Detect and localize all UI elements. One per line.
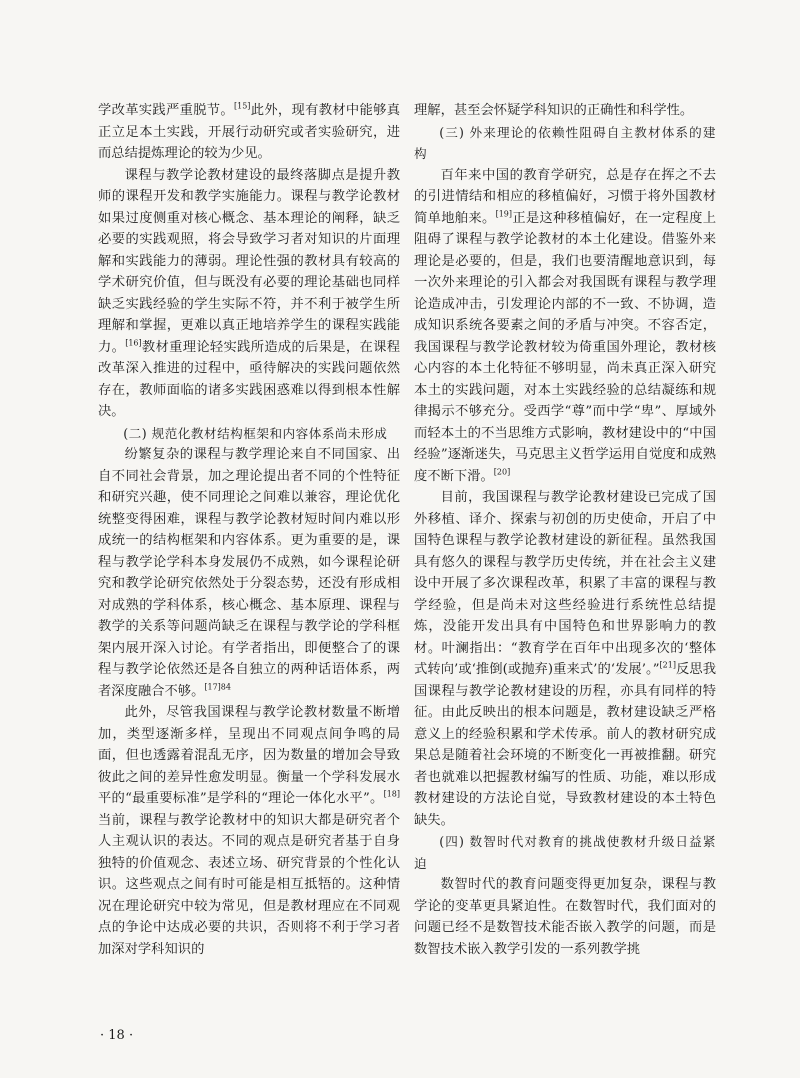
text-run: 教材重理论轻实践所造成的后果是，在课程改革深入推进的过程中，亟待解决的实践问题依然存在，教师面临的诸多实践困惑难以得到根本性解决。	[98, 339, 401, 419]
section-heading: (四) 数智时代对教育的挑战使教材升级日益紧迫	[414, 834, 716, 871]
citation-ref: [15]	[234, 101, 251, 111]
citation-ref: [19]	[495, 209, 513, 219]
text-run: 反思我国课程与教学论教材建设的历程，亦具有同样的特征。由此反映出的根本问题是，教材建设缺乏严格意义上的经验积累和学术传承。前人的教材研究成果总是随着社会环境的不断变化一再被推翻。研究者也就难以把握教材编写的性质、功能，难以形成教材建设的方法论自觉，导致教材建设的本土特色缺失。	[414, 662, 717, 828]
text-run: 纷繁复杂的课程与教学理论来自不同国家、出自不同社会背景，加之理论提出者不同的个性特征和研究兴趣，使不同理论之间难以兼容，理论优化统整变得困难，课程与教学论教材短时间内难以形成统一的结构框架和内容体系。更为重要的是，课程与教学论学科本身发展仍不成熟，如今课程论研究和教学论研究依然处于分裂态势，还没有形成相对成熟的学科体系，核心概念、基本原理、课程与教学的关系等问题尚缺乏在课程与教学论的学科框架内展开深入讨论。有学者指出，即便整合了的课程与教学论依然还是各自独立的两种话语体系，两者深度融合不够。	[98, 447, 400, 699]
text-run: 正是这种移植偏好，在一定程度上阻碍了课程与教学论教材的本土化建设。借鉴外来理论是必要的，但是，我们也要清醒地意识到，每一次外来理论的引入都会对我国既有课程与教学理论造成冲击，引发理论内部的不一致、不协调，造成知识系统各要素之间的矛盾与冲突。不容否定，我国课程与教学论教材较为倚重国外理论，教材核心内容的本土化特征不够明显，尚未真正深入研究本土的实践问题，对本土实践经验的总结凝练和规律揭示不够充分。受西学“尊”而中学“卑”、厚域外而轻本土的不当思维方式影响，教材建设中的“中国经验”逐渐迷失，马克思主义哲学运用自觉度和成熟度不断下滑。	[414, 210, 716, 484]
left-column	[98, 100, 400, 960]
citation-ref: [18]	[383, 789, 400, 799]
paragraph	[414, 487, 716, 831]
text-run: 目前，我国课程与教学论教材建设已完成了国外移植、译介、探索与初创的历史使命，开启了中国特色课程与教学论教材建设的新征程。虽然我国具有悠久的课程与教学历史传统，并在社会主义建设中开展了多次课程改革，积累了丰富的课程与教学经验，但是尚未对这些经验进行系统性总结提炼，没能开发出具有中国特色和世界影响力的教材。叶澜指出：“教育学在百年中出现多次的‘整体式转向’或‘推倒(或抛弃)重来式’的‘发展’。”	[414, 490, 716, 677]
paragraph: 数智时代的教育问题变得更加复杂，课程与教学论的变革更具紧迫性。在数智时代，我们面对的问题已经不是数智技术能否嵌入教学的问题，而是数智技术嵌入教学引发的一系列教学挑	[414, 877, 716, 957]
citation-ref: [16]	[125, 338, 142, 348]
section-heading: (三) 外来理论的依赖性阻碍自主教材体系的建构	[414, 124, 716, 161]
text-run: 此外，现有教材中能够真正立足本土实践，开展行动研究或者实验研究，进而总结提炼理论的较为少见。	[98, 103, 401, 161]
right-column	[414, 100, 716, 960]
page-number: · 18 ·	[100, 1028, 134, 1043]
paragraph: 理解，甚至会怀疑学科知识的正确性和科学性。	[414, 103, 694, 118]
text-run: 学改革实践严重脱节。	[98, 103, 234, 118]
citation-ref: [17]84	[204, 682, 231, 692]
text-run: 当前，课程与教学论教材中的知识大都是研究者个人主观认识的表达。不同的观点是研究者基于自身独特的价值观念、表述立场、研究背景的个性化认识。这些观点之间有时可能是相互抵牾的。这种情况在理论研究中较为常见，但是教材理应在不同观点的争论中达成必要的共识，否则将不利于学习者加深对学科知识的	[98, 812, 400, 957]
paragraph	[98, 702, 400, 960]
text-run: 百年来中国的教育学研究，总是存在挥之不去的引进情结和相应的移植偏好，习惯于将外国教材简单地舶来。	[414, 167, 716, 226]
paragraph	[98, 100, 400, 165]
paragraph	[98, 444, 400, 702]
paragraph	[414, 165, 716, 488]
text-run: 课程与教学论教材建设的最终落脚点是提升教师的课程开发和教学实施能力。课程与教学论教材如果过度侧重对核心概念、基本理论的阐释，缺乏必要的实践观照，将会导致学习者对知识的片面理解和实践能力的薄弱。理论性强的教材具有较高的学术研究价值，但与既没有必要的理论基础也同样缺乏实践经验的学生实际不符，并不利于被学生所理解和掌握，更难以真正地培养学生的课程实践能力。	[98, 167, 400, 355]
section-heading: (二) 规范化教材结构框架和内容体系尚未形成	[123, 425, 388, 441]
citation-ref: [20]	[493, 467, 511, 477]
paragraph	[98, 165, 400, 423]
text-run: 此外，尽管我国课程与教学论教材数量不断增加，类型逐渐多样，呈现出不同观点间争鸣的局面，但也透露着混乱无序，因为数量的增加会导致彼此之间的差异性愈发明显。衡量一个学科发展水平的“最重要标准”是学科的“理论一体化水平”。	[98, 705, 400, 806]
citation-ref: [21]	[659, 660, 676, 670]
